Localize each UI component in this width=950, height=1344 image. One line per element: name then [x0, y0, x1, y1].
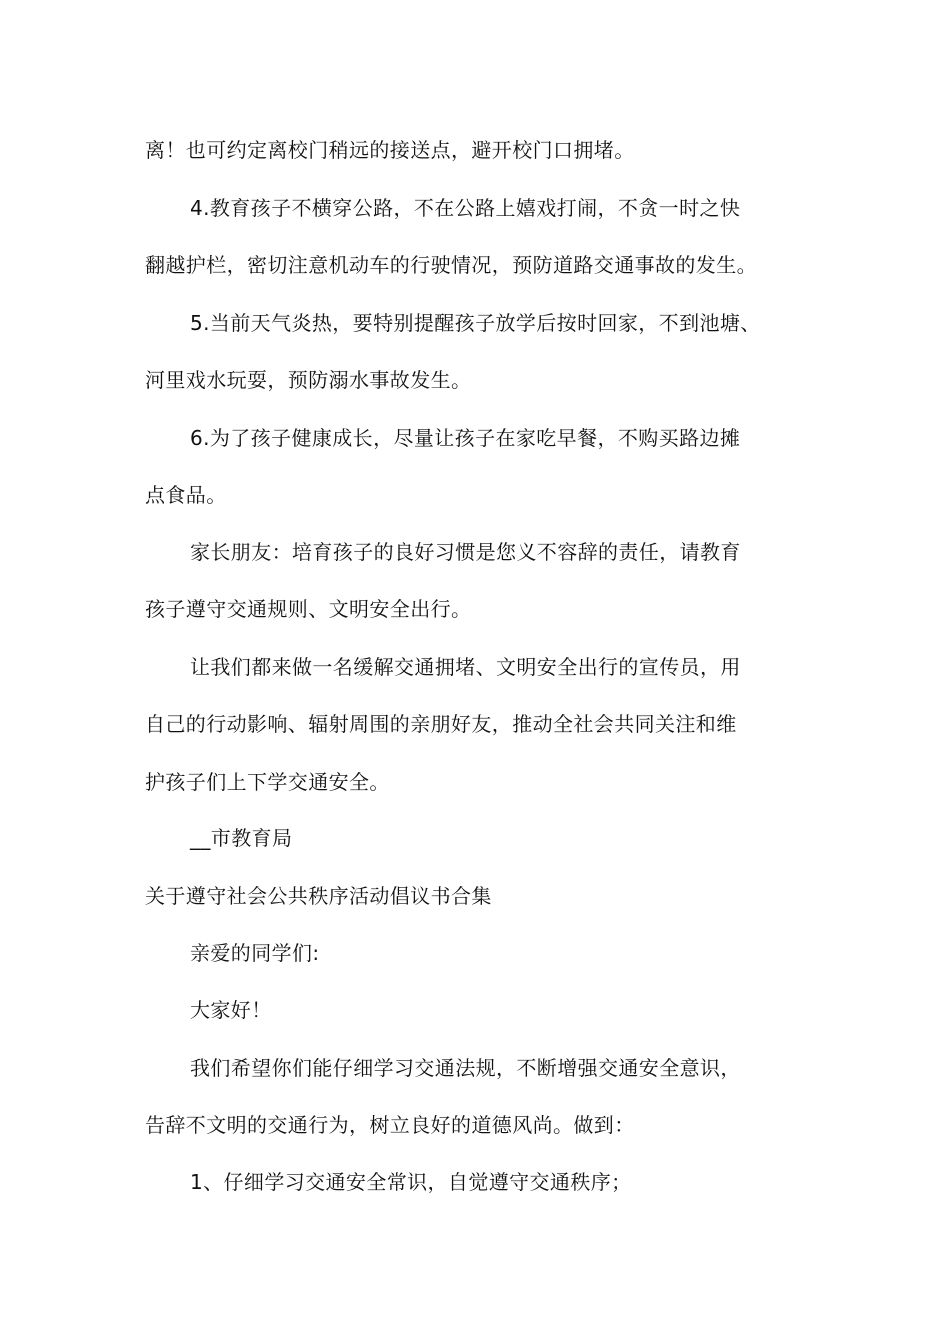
text-line: 我们希望你们能仔细学习交通法规，不断增强交通安全意识， [190, 1056, 741, 1080]
text-line: 离！也可约定离校门稍远的接送点，避开校门口拥堵。 [145, 138, 635, 162]
text-line: 翻越护栏，密切注意机动车的行驶情况，预防道路交通事故的发生。 [145, 253, 757, 277]
text-line: 家长朋友：培育孩子的良好习惯是您义不容辞的责任，请教育 [190, 540, 741, 564]
text-line: 护孩子们上下学交通安全。 [145, 770, 390, 794]
greeting: 大家好！ [190, 998, 272, 1022]
text-line: 告辞不文明的交通行为，树立良好的道德风尚。做到： [145, 1113, 635, 1137]
section-title: 关于遵守社会公共秩序活动倡议书合集 [145, 884, 492, 908]
text-line: 孩子遵守交通规则、文明安全出行。 [145, 597, 472, 621]
text-line: 让我们都来做一名缓解交通拥堵、文明安全出行的宣传员，用 [190, 655, 741, 679]
text-line: 点食品。 [145, 483, 227, 507]
text-line: 5.当前天气炎热，要特别提醒孩子放学后按时回家，不到池塘、 [190, 311, 761, 335]
list-item: 1、仔细学习交通安全常识，自觉遵守交通秩序； [190, 1170, 632, 1194]
greeting: 亲爱的同学们: [190, 941, 320, 965]
signature-line: __市教育局 [190, 826, 293, 850]
text-line: 自己的行动影响、辐射周围的亲朋好友，推动全社会共同关注和维 [145, 712, 737, 736]
text-line: 6.为了孩子健康成长，尽量让孩子在家吃早餐，不购买路边摊 [190, 426, 741, 450]
text-line: 河里戏水玩耍，预防溺水事故发生。 [145, 368, 472, 392]
text-line: 4.教育孩子不横穿公路，不在公路上嬉戏打闹，不贪一时之快 [190, 196, 741, 220]
